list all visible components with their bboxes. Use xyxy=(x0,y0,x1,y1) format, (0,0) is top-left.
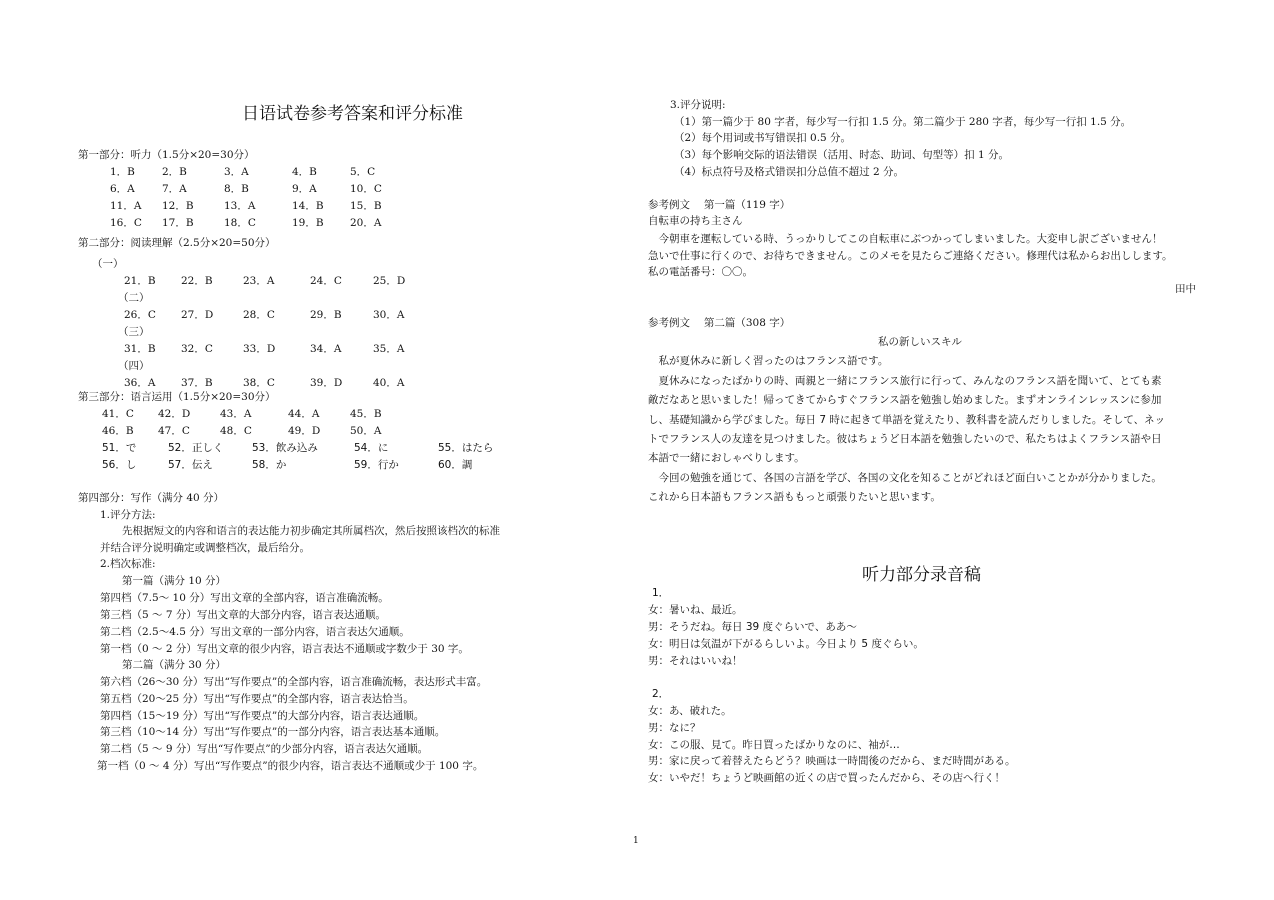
answer-cell: 52．正しく xyxy=(168,442,224,454)
answer-cell: 45．B xyxy=(350,408,382,420)
answer-cell: 34．A xyxy=(310,343,342,355)
answer-cell: 35．A xyxy=(373,343,405,355)
answer-cell: 31．B xyxy=(124,343,156,355)
part4-heading: 第四部分：写作（满分 40 分） xyxy=(78,492,225,504)
answer-cell: 21．B xyxy=(124,275,156,287)
answer-cell: 58．か xyxy=(252,459,287,471)
level-line: 第六档（26～30 分）写出“写作要点”的全部内容，语言准确流畅，表达形式丰富。 xyxy=(100,676,488,688)
method-heading: 1.评分方法: xyxy=(100,509,156,521)
answer-cell: 3．A xyxy=(224,166,249,178)
answer-cell: 51．で xyxy=(102,442,137,454)
answer-cell: 43．A xyxy=(220,408,252,420)
dialog-line: 男：そうだね。毎日 39 度ぐらいで、ああ～ xyxy=(648,621,857,633)
dialog-line: 女：暑いね、最近。 xyxy=(648,604,743,616)
method-text-line: 先根据短文的内容和语言的表达能力初步确定其所属档次，然后按照该档次的标准 xyxy=(122,525,500,537)
sample2-line: トでフランス人の友達を見つけました。彼はちょうど日本語を勉強したいので、私たちはよくフランス語や日 xyxy=(648,433,1162,445)
answer-cell: 53．飲み込み xyxy=(252,442,318,454)
answer-cell: 23．A xyxy=(243,275,275,287)
answer-cell: 47．C xyxy=(158,425,190,437)
answer-cell: 24．C xyxy=(310,275,342,287)
sample2-line: これから日本語もフランス語ももっと頑張りたいと思います。 xyxy=(648,491,941,503)
dialog-line: 男：それはいいね！ xyxy=(648,655,743,667)
answer-cell: 38．C xyxy=(243,377,275,389)
part3-heading: 第三部分：语言运用（1.5分×20=30分） xyxy=(78,391,276,403)
answer-cell: 13．A xyxy=(224,200,256,212)
answer-cell: 11．A xyxy=(110,200,142,212)
sample1-heading: 参考例文 第一篇（119 字） xyxy=(648,199,791,211)
answer-cell: 20．A xyxy=(350,217,382,229)
answer-cell: 37．B xyxy=(181,377,213,389)
answer-cell: 22．B xyxy=(181,275,213,287)
level-line: 第一档（0 ～ 4 分）写出“写作要点”的很少内容，语言表达不通顺或少于 100 字。 xyxy=(97,760,484,772)
answer-cell: 42．D xyxy=(158,408,191,420)
answer-cell: 40．A xyxy=(373,377,405,389)
answer-cell: 16．C xyxy=(110,217,142,229)
level-line: 第四档（7.5～ 10 分）写出文章的全部内容，语言准确流畅。 xyxy=(100,592,389,604)
dialog-line: 女：あ、破れた。 xyxy=(648,705,732,717)
section-label: （三） xyxy=(118,326,150,338)
answer-cell: 49．D xyxy=(288,425,321,437)
scoring-heading: 3.评分说明: xyxy=(670,99,726,111)
answer-cell: 15．B xyxy=(350,200,382,212)
answer-cell: 19．B xyxy=(292,217,324,229)
answer-cell: 41．C xyxy=(102,408,134,420)
dialog1-number: 1． xyxy=(652,587,670,599)
answer-cell: 18．C xyxy=(224,217,256,229)
answer-cell: 17．B xyxy=(162,217,194,229)
scoring-item: （4）标点符号及格式错误扣分总值不超过 2 分。 xyxy=(674,166,905,178)
dialog2-number: 2． xyxy=(652,688,670,700)
answer-cell: 39．D xyxy=(310,377,343,389)
answer-cell: 7．A xyxy=(162,183,187,195)
dialog-line: 男：なに？ xyxy=(648,722,701,734)
answer-cell: 26．C xyxy=(124,309,156,321)
part1-heading: 第一部分：听力（1.5分×20=30分） xyxy=(78,149,255,161)
answer-cell: 1．B xyxy=(110,166,135,178)
method-text-line: 并结合评分说明确定或调整档次，最后给分。 xyxy=(100,542,310,554)
section-label: （二） xyxy=(118,292,150,304)
answer-cell: 33．D xyxy=(243,343,276,355)
answer-cell: 48．C xyxy=(220,425,252,437)
level-line: 第四档（15～19 分）写出“写作要点”的大部分内容，语言表达通顺。 xyxy=(100,710,425,722)
scoring-item: （3）每个影响交际的语法错误（活用、时态、助词、句型等）扣 1 分。 xyxy=(674,149,1010,161)
answer-cell: 32．C xyxy=(181,343,213,355)
answer-cell: 46．B xyxy=(102,425,134,437)
level-line: 第三档（10～14 分）写出“写作要点”的一部分内容，语言表达基本通顺。 xyxy=(100,726,446,738)
answer-cell: 30．A xyxy=(373,309,405,321)
transcript-title: 听力部分录音稿 xyxy=(862,565,981,585)
page-title: 日语试卷参考答案和评分标准 xyxy=(242,104,463,124)
essay2-heading: 第二篇（满分 30 分） xyxy=(122,659,227,671)
section-label: （一） xyxy=(92,258,124,270)
page-number: 1 xyxy=(633,836,639,846)
dialog-line: 男：家に戻って着替えたらどう？映画は一時間後のだから、まだ時間がある。 xyxy=(648,755,1016,767)
sample1-line: 今朝車を運転している時、うっかりしてこの自転車にぶつかってしまいました。大変申し訳ございません！ xyxy=(648,233,1163,245)
dialog-line: 女：いやだ！ちょうど映画館の近くの店で買ったんだから、その店へ行く！ xyxy=(648,772,1005,784)
answer-cell: 2．B xyxy=(162,166,187,178)
sample2-line: し、基礎知識から学びました。毎日 7 時に起きて単語を覚えたり、教科書を読んだりしました。そして、ネッ xyxy=(648,414,1166,426)
essay1-heading: 第一篇（满分 10 分） xyxy=(122,575,227,587)
answer-cell: 56．し xyxy=(102,459,137,471)
sample2-heading: 参考例文 第二篇（308 字） xyxy=(648,317,791,329)
answer-cell: 6．A xyxy=(110,183,135,195)
part2-heading: 第二部分：阅读理解（2.5分×20=50分） xyxy=(78,237,276,249)
answer-cell: 25．D xyxy=(373,275,406,287)
sample2-line: 夏休みになったばかりの時、両親と一緒にフランス旅行に行って、みんなのフランス語を聞いて、とても素 xyxy=(648,375,1162,387)
sample1-line: 急いで仕事に行くので、お待ちできません。このメモを見たらご連絡ください。修理代は私からお出しします。 xyxy=(648,250,1173,262)
answer-cell: 9．A xyxy=(292,183,317,195)
answer-cell: 59．行か xyxy=(354,459,399,471)
answer-cell: 12．B xyxy=(162,200,194,212)
answer-cell: 50．A xyxy=(350,425,382,437)
answer-cell: 36．A xyxy=(124,377,156,389)
answer-cell: 54．に xyxy=(354,442,389,454)
level-line: 第一档（0 ～ 2 分）写出文章的很少内容，语言表达不通顺或字数少于 30 字。 xyxy=(100,643,469,655)
level-line: 第三档（5 ～ 7 分）写出文章的大部分内容，语言表达通顺。 xyxy=(100,609,386,621)
scoring-item: （2）每个用词或书写错误扣 0.5 分。 xyxy=(674,132,852,144)
answer-cell: 14．B xyxy=(292,200,324,212)
scoring-item: （1）第一篇少于 80 字者，每少写一行扣 1.5 分。第二篇少于 280 字者，每少写一行扣 1.5 分。 xyxy=(674,116,1132,128)
level-line: 第二档（5 ～ 9 分）写出“写作要点”的少部分内容，语言表达欠通顺。 xyxy=(100,743,429,755)
answer-cell: 44．A xyxy=(288,408,320,420)
level-line: 第五档（20～25 分）写出“写作要点”的全部内容，语言表达恰当。 xyxy=(100,693,414,705)
answer-cell: 8．B xyxy=(224,183,249,195)
sample2-line: 私が夏休みに新しく習ったのはフランス語です。 xyxy=(648,355,889,367)
levels-heading: 2.档次标准: xyxy=(100,558,156,570)
answer-cell: 27．D xyxy=(181,309,214,321)
sample2-title: 私の新しいスキル xyxy=(878,336,962,348)
sample1-signature: 田中 xyxy=(1175,283,1196,295)
answer-cell: 10．C xyxy=(350,183,382,195)
answer-cell: 57．伝え xyxy=(168,459,213,471)
sample2-line: 敵だなあと思いました！帰ってきてからすぐフランス語を勉強し始めました。まずオンラインレッスンに参加 xyxy=(648,394,1162,406)
answer-cell: 29．B xyxy=(310,309,342,321)
sample2-line: 本語で一緒におしゃべりします。 xyxy=(648,452,805,464)
dialog-line: 女：明日は気温が下がるらしいよ。今日より 5 度ぐらい。 xyxy=(648,638,924,650)
sample2-line: 今回の勉強を通じて、各国の言語を学び、各国の文化を知ることがどれほど面白いことかが分かりました。 xyxy=(648,472,1162,484)
answer-cell: 60．調 xyxy=(438,459,473,471)
dialog-line: 女：この服、見て。昨日買ったばかりなのに、袖が… xyxy=(648,739,900,751)
answer-cell: 55．はたら xyxy=(438,442,494,454)
answer-cell: 28．C xyxy=(243,309,275,321)
sample1-line: 私の電話番号：〇〇。 xyxy=(648,266,753,278)
answer-cell: 4．B xyxy=(292,166,317,178)
sample1-title: 自転車の持ち主さん xyxy=(648,215,743,227)
answer-cell: 5．C xyxy=(350,166,376,178)
level-line: 第二档（2.5～4.5 分）写出文章的一部分内容，语言表达欠通顺。 xyxy=(100,626,410,638)
section-label: （四） xyxy=(118,360,150,372)
